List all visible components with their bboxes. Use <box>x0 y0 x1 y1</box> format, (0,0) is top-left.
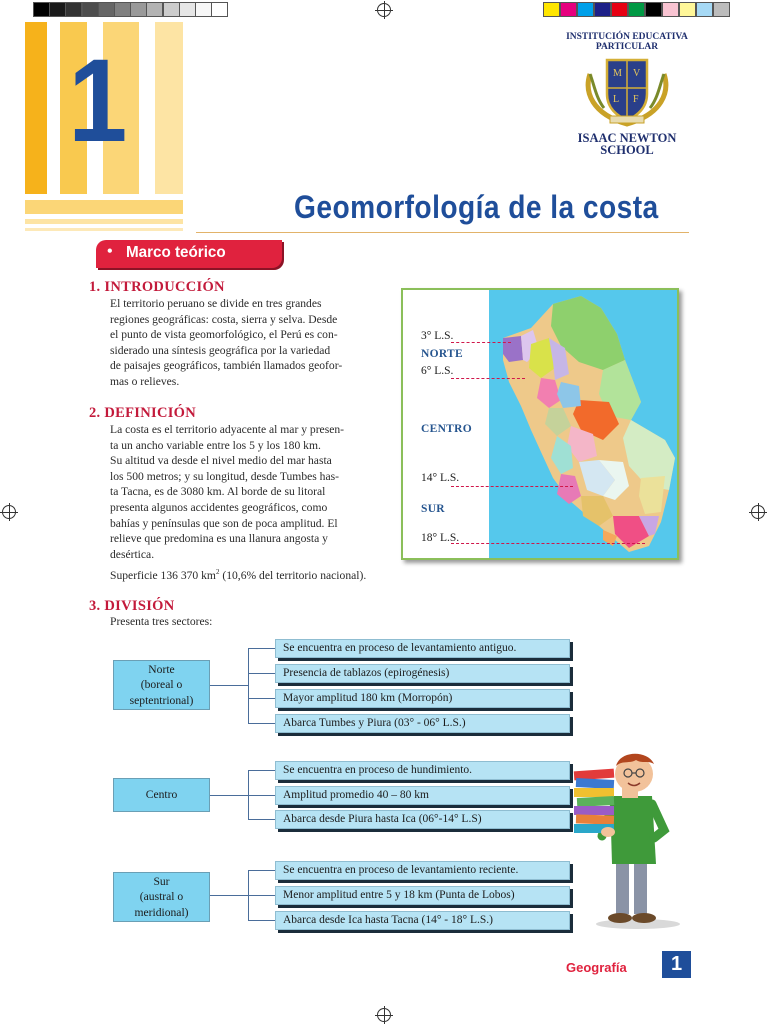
centro-item: Amplitud promedio 40 – 80 km <box>275 786 570 805</box>
intro-line: regiones geográficas: costa, sierra y selva. Desde <box>110 312 338 326</box>
school-name-line-2: SCHOOL <box>600 143 654 157</box>
gray-swatch <box>98 2 115 17</box>
label-sur: SUR <box>421 503 445 515</box>
superficie-note: (10,6% del territorio nacional). <box>219 568 367 582</box>
gray-swatch <box>146 2 163 17</box>
connector <box>248 673 275 674</box>
sector-centro-box <box>113 778 210 812</box>
sector-sur-line: Sur <box>153 874 170 888</box>
definicion-paragraph <box>110 422 377 562</box>
intro-line: El territorio peruano se divide en tres grandes <box>110 297 322 310</box>
crest-letter-v: V <box>633 68 641 79</box>
footer-subject: Geografía <box>566 960 627 975</box>
gray-swatch <box>211 2 228 17</box>
section-division-heading: 3. DIVISIÓN <box>89 598 175 614</box>
gray-swatch <box>65 2 82 17</box>
chapter-title: Geomorfología de la costa <box>294 189 659 225</box>
color-swatch <box>577 2 594 17</box>
def-line: ta un ancho variable entre los 5 y los 180 km. <box>110 438 321 452</box>
def-line: presenta algunos accidentes geográficos, como <box>110 500 328 514</box>
registration-mark-bottom <box>377 1008 391 1022</box>
registration-mark-top <box>377 3 391 17</box>
def-line: Su altitud va desde el nivel medio del mar hasta <box>110 454 332 468</box>
def-line: bahías y penínsulas que son de poca amplitud. El <box>110 516 338 530</box>
sur-item: Se encuentra en proceso de levantamiento reciente. <box>275 861 570 880</box>
gray-swatch <box>195 2 212 17</box>
connector <box>248 648 275 649</box>
latitude-line-18 <box>451 543 645 544</box>
color-swatch <box>611 2 628 17</box>
sector-centro-line: Centro <box>145 788 178 802</box>
label-norte: NORTE <box>421 348 463 360</box>
crest-letter-l: L <box>613 94 620 105</box>
institution-line-1: INSTITUCIÓN EDUCATIVA <box>566 32 688 42</box>
label-3-ls: 3° L.S. <box>421 330 454 342</box>
color-swatch <box>628 2 645 17</box>
connector <box>248 819 275 820</box>
superficie-exponent: 2 <box>215 568 220 576</box>
gray-swatch <box>49 2 66 17</box>
def-line: La costa es el territorio adyacente al mar y presen- <box>110 423 345 436</box>
latitude-line-6 <box>451 378 525 379</box>
norte-item: Se encuentra en proceso de levantamiento antiguo. <box>275 639 570 658</box>
superficie-line <box>110 568 366 582</box>
sector-sur-box <box>113 872 210 922</box>
school-name-line-1: ISAAC NEWTON <box>577 131 677 145</box>
chapter-banner <box>25 22 183 232</box>
intro-line: mas o relieves. <box>110 374 180 388</box>
sector-sur-line: meridional) <box>134 905 189 919</box>
sector-norte-line: (boreal o <box>140 678 183 692</box>
gray-swatch <box>179 2 196 17</box>
title-rule <box>196 232 689 233</box>
connector <box>248 770 275 771</box>
def-line: desértica. <box>110 547 155 561</box>
gray-swatch <box>114 2 131 17</box>
latitude-line-14 <box>451 486 573 487</box>
connector <box>248 920 275 921</box>
chapter-number: 1 <box>68 35 128 167</box>
color-swatch <box>713 2 730 17</box>
sur-item: Abarca desde Ica hasta Tacna (14° - 18° L.S.) <box>275 911 570 930</box>
intro-line: de paisajes geográficos, también llamados geofor- <box>110 359 343 373</box>
gray-swatch <box>33 2 50 17</box>
intro-line: el punto de vista geomorfológico, el Perú es con- <box>110 328 338 342</box>
connector <box>210 685 248 686</box>
norte-item: Mayor amplitud 180 km (Morropón) <box>275 689 570 708</box>
superficie-text: Superficie 136 370 km <box>110 568 216 582</box>
marco-teorico-label: Marco teórico <box>126 244 226 261</box>
label-18-ls: 18° L.S. <box>421 532 460 544</box>
sur-item: Menor amplitud entre 5 y 18 km (Punta de Lobos) <box>275 886 570 905</box>
color-swatch <box>560 2 577 17</box>
color-swatch <box>662 2 679 17</box>
color-swatch <box>696 2 713 17</box>
label-6-ls: 6° L.S. <box>421 365 454 377</box>
school-crest <box>582 54 672 128</box>
norte-item: Abarca Tumbes y Piura (03° - 06° L.S.) <box>275 714 570 733</box>
sector-sur-line: (austral o <box>139 890 184 904</box>
registration-mark-left <box>2 505 16 519</box>
intro-line: siderado una síntesis geográfica por la variedad <box>110 343 331 357</box>
footer-page-number: 1 <box>662 951 691 978</box>
sector-norte-line: Norte <box>148 662 175 676</box>
color-swatch <box>679 2 696 17</box>
latitude-line-3 <box>451 342 511 343</box>
def-line: relieve que predomina es una llanura angosta y <box>110 532 328 546</box>
def-line: los 500 metros; y su longitud, desde Tumbes has- <box>110 469 339 483</box>
marco-teorico-tab: • Marco teórico <box>96 240 282 268</box>
norte-item: Presencia de tablazos (epirogénesis) <box>275 664 570 683</box>
gray-swatch <box>82 2 99 17</box>
color-swatch <box>594 2 611 17</box>
label-14-ls: 14° L.S. <box>421 472 460 484</box>
centro-item: Abarca desde Piura hasta Ica (06°-14° L.S) <box>275 810 570 829</box>
connector <box>248 648 249 723</box>
connector <box>210 795 248 796</box>
label-centro: CENTRO <box>421 423 473 435</box>
section-introduccion-heading: 1. INTRODUCCIÓN <box>89 279 225 295</box>
connector <box>248 698 275 699</box>
sector-norte-line: septentrional) <box>129 693 194 707</box>
institution-line-2: PARTICULAR <box>595 42 659 52</box>
division-intro: Presenta tres sectores: <box>110 615 213 628</box>
centro-item: Se encuentra en proceso de hundimiento. <box>275 761 570 780</box>
color-swatch <box>543 2 560 17</box>
student-with-books-illustration <box>572 752 692 932</box>
color-swatch <box>645 2 662 17</box>
crest-letter-f: F <box>633 94 639 105</box>
school-logo <box>552 32 702 160</box>
crest-letter-m: M <box>613 68 622 79</box>
connector <box>248 870 275 871</box>
introduccion-paragraph <box>110 296 377 390</box>
peru-map <box>401 288 679 560</box>
gray-swatch <box>163 2 180 17</box>
section-definicion-heading: 2. DEFINICIÓN <box>89 405 197 421</box>
def-line: ta Tacna, es de 3080 km. Al borde de su litoral <box>110 485 326 499</box>
connector <box>248 723 275 724</box>
connector <box>248 895 275 896</box>
registration-mark-right <box>751 505 765 519</box>
connector <box>248 795 275 796</box>
gray-swatch <box>130 2 147 17</box>
connector <box>210 895 248 896</box>
sector-norte-box <box>113 660 210 710</box>
